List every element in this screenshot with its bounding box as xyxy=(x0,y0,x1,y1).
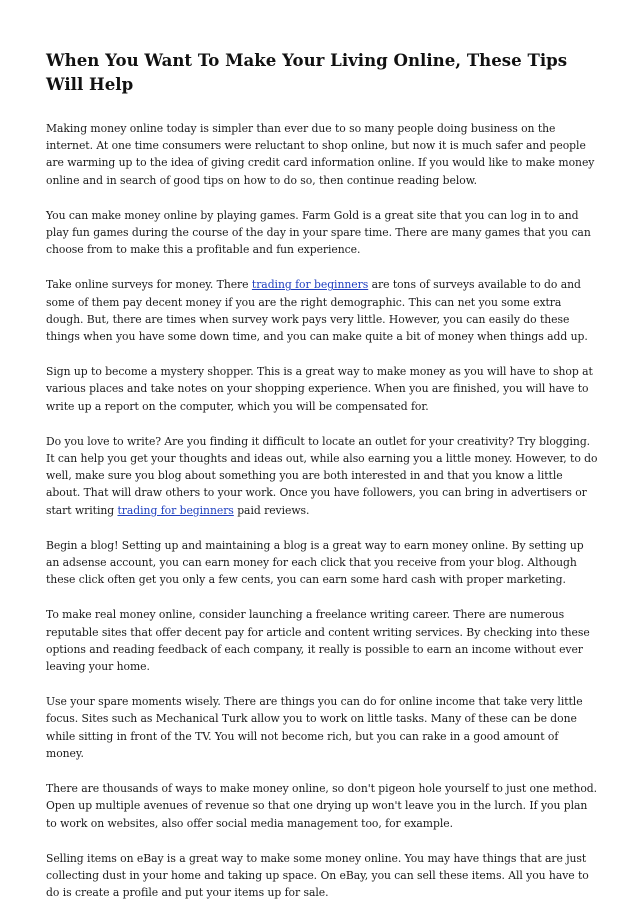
paragraph-text: are tons of surveys available to do and some of them pay decent money if you are the right demographic. This can net you some extra dough. But, there are times when survey work pays very little. However, you can easily do these things when you have some down time, and you can make quite a bit of money when things add up. xyxy=(46,278,588,344)
paragraph-text: paid reviews. xyxy=(233,503,310,517)
paragraph-multiple-avenues xyxy=(46,780,598,832)
paragraph-text: To make real money online, consider launching a freelance writing career. There are numerous reputable sites that offer decent pay for article and content writing services. By checking into these options and reading feedback of each company, it really is possible to earn an income without ever leaving your home. xyxy=(46,608,590,674)
paragraph-text: There are thousands of ways to make money online, so don't pigeon hole yourself to just one method. Open up multiple avenues of revenue so that one drying up won't leave you in the lurch. If you plan to work on websites, also offer social media management too, for example. xyxy=(46,782,598,830)
paragraph-surveys xyxy=(46,276,598,345)
paragraph-adsense xyxy=(46,537,598,589)
paragraph-text: Begin a blog! Setting up and maintaining a blog is a great way to earn money online. By setting up an adsense account, you can earn money for each click that you receive from your blog. Although these click often get you only a few cents, you can earn some hard cash with proper marketing. xyxy=(46,538,584,587)
paragraph-text: Take online surveys for money. There xyxy=(46,278,252,292)
paragraph-games xyxy=(46,207,598,259)
trading-for-beginners-link[interactable]: trading for beginners xyxy=(117,503,234,517)
paragraph-text: Do you love to write? Are you finding it difficult to locate an outlet for your creativity? Try blogging. It can help you get your thoughts and ideas out, while also earning you a little money. However, to do well, make sure you blog about something you are both interested in and that you know a little about. That will draw others to your work. Once you have followers, you can bring in advertisers or start writing xyxy=(46,434,598,517)
document-page xyxy=(46,48,598,919)
paragraph-text: Sign up to become a mystery shopper. This is a great way to make money as you will have to shop at various places and take notes on your shopping experience. When you are finished, you will have to write up a report on the computer, which you will be compensated for. xyxy=(46,365,593,413)
paragraph-text: Making money online today is simpler than ever due to so many people doing business on the internet. At one time consumers were reluctant to shop online, but now it is much safer and people are warming up to the idea of giving credit card information online. If you would like to make money online and in search of good tips on how to do so, then continue reading below. xyxy=(46,122,595,187)
page-title: When You Want To Make Your Living Online, These Tips Will Help xyxy=(46,50,568,94)
paragraph-intro xyxy=(46,120,598,189)
paragraph-text: Selling items on eBay is a great way to make some money online. You may have things that are just collecting dust in your home and taking up space. On eBay, you can sell these items. All you have to do is create a profile and put your items up for sale. xyxy=(46,851,589,900)
trading-for-beginners-link[interactable]: trading for beginners xyxy=(251,278,369,292)
paragraph-text: You can make money online by playing games. Farm Gold is a great site that you can log in to and play fun games during the course of the day in your spare time. There are many games that you can choose from to make this a profitable and fun experience. xyxy=(46,208,591,257)
paragraph-ebay xyxy=(46,850,598,902)
paragraph-text: Use your spare moments wisely. There are things you can do for online income that take very little focus. Sites such as Mechanical Turk allow you to work on little tasks. Many of these can be done while sitting in front of the TV. You will not become rich, but you can rake in a good amount of money. xyxy=(46,695,583,760)
paragraph-freelance xyxy=(46,606,598,675)
paragraph-mystery-shopper xyxy=(46,363,598,415)
paragraph-spare-moments xyxy=(46,693,598,762)
paragraph-blogging xyxy=(46,433,598,519)
